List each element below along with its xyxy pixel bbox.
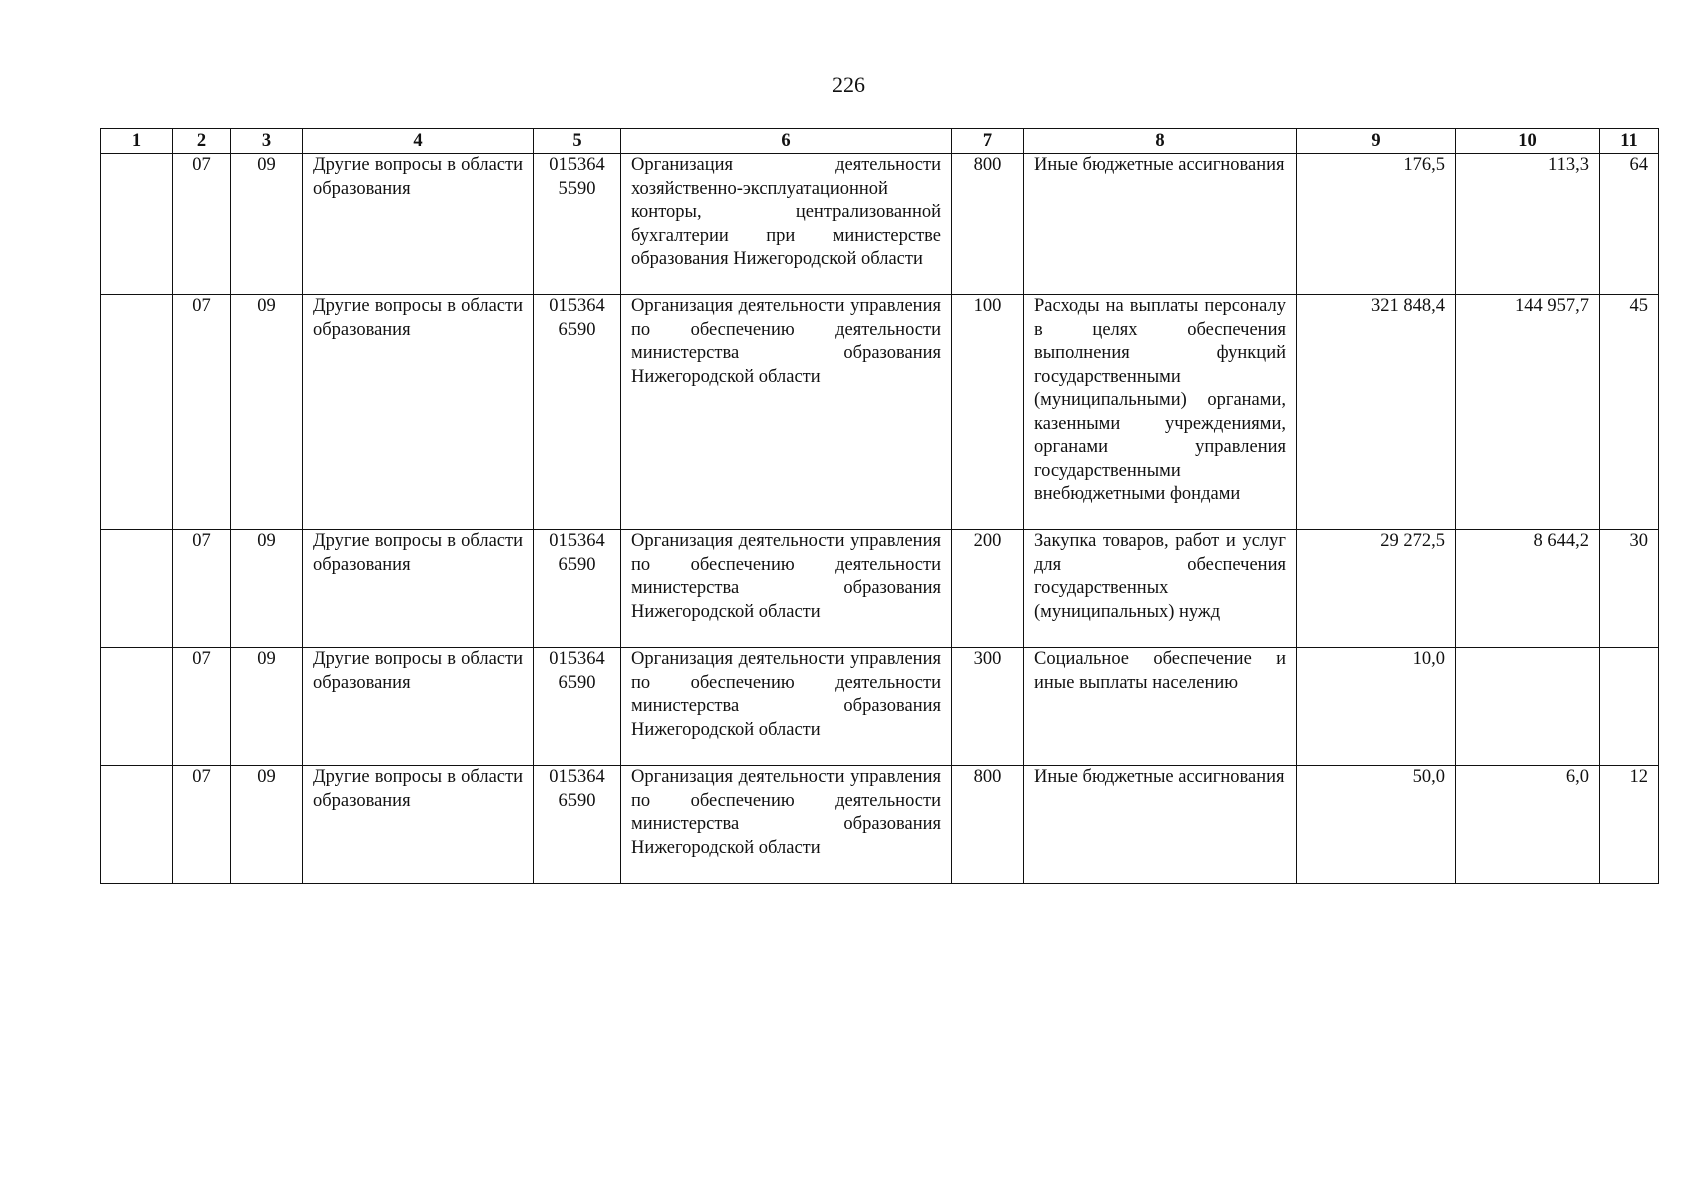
cell-amount-9: 176,5 bbox=[1297, 154, 1456, 295]
cell-subsection: 09 bbox=[231, 530, 303, 648]
code-part-1: 015364 bbox=[549, 767, 605, 787]
cell-percent-11: 12 bbox=[1600, 766, 1659, 884]
table-row bbox=[101, 648, 1659, 766]
code-part-2: 6590 bbox=[558, 554, 596, 575]
column-header: 3 bbox=[231, 129, 303, 154]
column-header: 2 bbox=[173, 129, 231, 154]
header-row bbox=[101, 129, 1659, 154]
cell-subsection: 09 bbox=[231, 766, 303, 884]
column-header: 4 bbox=[303, 129, 534, 154]
cell-percent-11 bbox=[1600, 648, 1659, 766]
cell-col1 bbox=[101, 766, 173, 884]
column-header: 1 bbox=[101, 129, 173, 154]
cell-section-name: Другие вопросы в области образования bbox=[303, 295, 534, 530]
table-row bbox=[101, 766, 1659, 884]
cell-expense-name: Иные бюджетные ассигнования bbox=[1024, 154, 1297, 295]
cell-amount-9: 10,0 bbox=[1297, 648, 1456, 766]
code-part-1: 015364 bbox=[549, 155, 605, 175]
code-part-1: 015364 bbox=[549, 531, 605, 551]
cell-amount-10: 6,0 bbox=[1456, 766, 1600, 884]
cell-expense-name: Иные бюджетные ассигнования bbox=[1024, 766, 1297, 884]
cell-section: 07 bbox=[173, 530, 231, 648]
cell-section-name: Другие вопросы в области образования bbox=[303, 530, 534, 648]
cell-target-code bbox=[534, 295, 621, 530]
cell-target-code bbox=[534, 766, 621, 884]
cell-expense-type: 200 bbox=[952, 530, 1024, 648]
column-header: 9 bbox=[1297, 129, 1456, 154]
cell-amount-10: 113,3 bbox=[1456, 154, 1600, 295]
cell-section: 07 bbox=[173, 648, 231, 766]
column-header: 7 bbox=[952, 129, 1024, 154]
table-row bbox=[101, 154, 1659, 295]
cell-section: 07 bbox=[173, 766, 231, 884]
cell-expense-type: 800 bbox=[952, 766, 1024, 884]
code-part-2: 6590 bbox=[558, 672, 596, 693]
cell-expense-name: Закупка товаров, работ и услуг для обеспечения государственных (муниципальных) нужд bbox=[1024, 530, 1297, 648]
cell-amount-9: 321 848,4 bbox=[1297, 295, 1456, 530]
cell-subsection: 09 bbox=[231, 648, 303, 766]
cell-col1 bbox=[101, 154, 173, 295]
cell-expense-name: Социальное обеспечение и иные выплаты населению bbox=[1024, 648, 1297, 766]
cell-percent-11: 45 bbox=[1600, 295, 1659, 530]
cell-amount-10: 8 644,2 bbox=[1456, 530, 1600, 648]
cell-percent-11: 30 bbox=[1600, 530, 1659, 648]
code-part-1: 015364 bbox=[549, 296, 605, 316]
cell-target-name: Организация деятельности управления по обеспечению деятельности министерства образования Нижегородской области bbox=[621, 766, 952, 884]
column-header: 6 bbox=[621, 129, 952, 154]
cell-target-name: Организация деятельности хозяйственно-эксплуатационной конторы, централизованной бухгалтерии при министерстве образования Нижегородской области bbox=[621, 154, 952, 295]
cell-amount-9: 50,0 bbox=[1297, 766, 1456, 884]
cell-target-code bbox=[534, 648, 621, 766]
cell-expense-type: 800 bbox=[952, 154, 1024, 295]
cell-expense-type: 100 bbox=[952, 295, 1024, 530]
cell-amount-10 bbox=[1456, 648, 1600, 766]
budget-table bbox=[100, 128, 1659, 884]
cell-expense-name: Расходы на выплаты персоналу в целях обеспечения выполнения функций государственными (муниципальными) органами, казенными учреждениями, органами управления государственными внебюджетными фондами bbox=[1024, 295, 1297, 530]
cell-target-code bbox=[534, 154, 621, 295]
cell-section-name: Другие вопросы в области образования bbox=[303, 648, 534, 766]
column-header: 10 bbox=[1456, 129, 1600, 154]
cell-subsection: 09 bbox=[231, 154, 303, 295]
cell-target-name: Организация деятельности управления по обеспечению деятельности министерства образования Нижегородской области bbox=[621, 648, 952, 766]
cell-amount-9: 29 272,5 bbox=[1297, 530, 1456, 648]
cell-section: 07 bbox=[173, 154, 231, 295]
cell-target-code bbox=[534, 530, 621, 648]
cell-subsection: 09 bbox=[231, 295, 303, 530]
cell-col1 bbox=[101, 295, 173, 530]
table-row bbox=[101, 295, 1659, 530]
cell-section-name: Другие вопросы в области образования bbox=[303, 154, 534, 295]
code-part-2: 6590 bbox=[558, 790, 596, 811]
cell-target-name: Организация деятельности управления по обеспечению деятельности министерства образования Нижегородской области bbox=[621, 295, 952, 530]
cell-col1 bbox=[101, 648, 173, 766]
code-part-1: 015364 bbox=[549, 649, 605, 669]
column-header: 11 bbox=[1600, 129, 1659, 154]
cell-section-name: Другие вопросы в области образования bbox=[303, 766, 534, 884]
cell-percent-11: 64 bbox=[1600, 154, 1659, 295]
page-number: 226 bbox=[832, 72, 865, 97]
cell-target-name: Организация деятельности управления по обеспечению деятельности министерства образования Нижегородской области bbox=[621, 530, 952, 648]
code-part-2: 6590 bbox=[558, 319, 596, 340]
column-header: 5 bbox=[534, 129, 621, 154]
cell-col1 bbox=[101, 530, 173, 648]
table-row bbox=[101, 530, 1659, 648]
column-header: 8 bbox=[1024, 129, 1297, 154]
cell-amount-10: 144 957,7 bbox=[1456, 295, 1600, 530]
cell-section: 07 bbox=[173, 295, 231, 530]
cell-expense-type: 300 bbox=[952, 648, 1024, 766]
code-part-2: 5590 bbox=[558, 178, 596, 199]
